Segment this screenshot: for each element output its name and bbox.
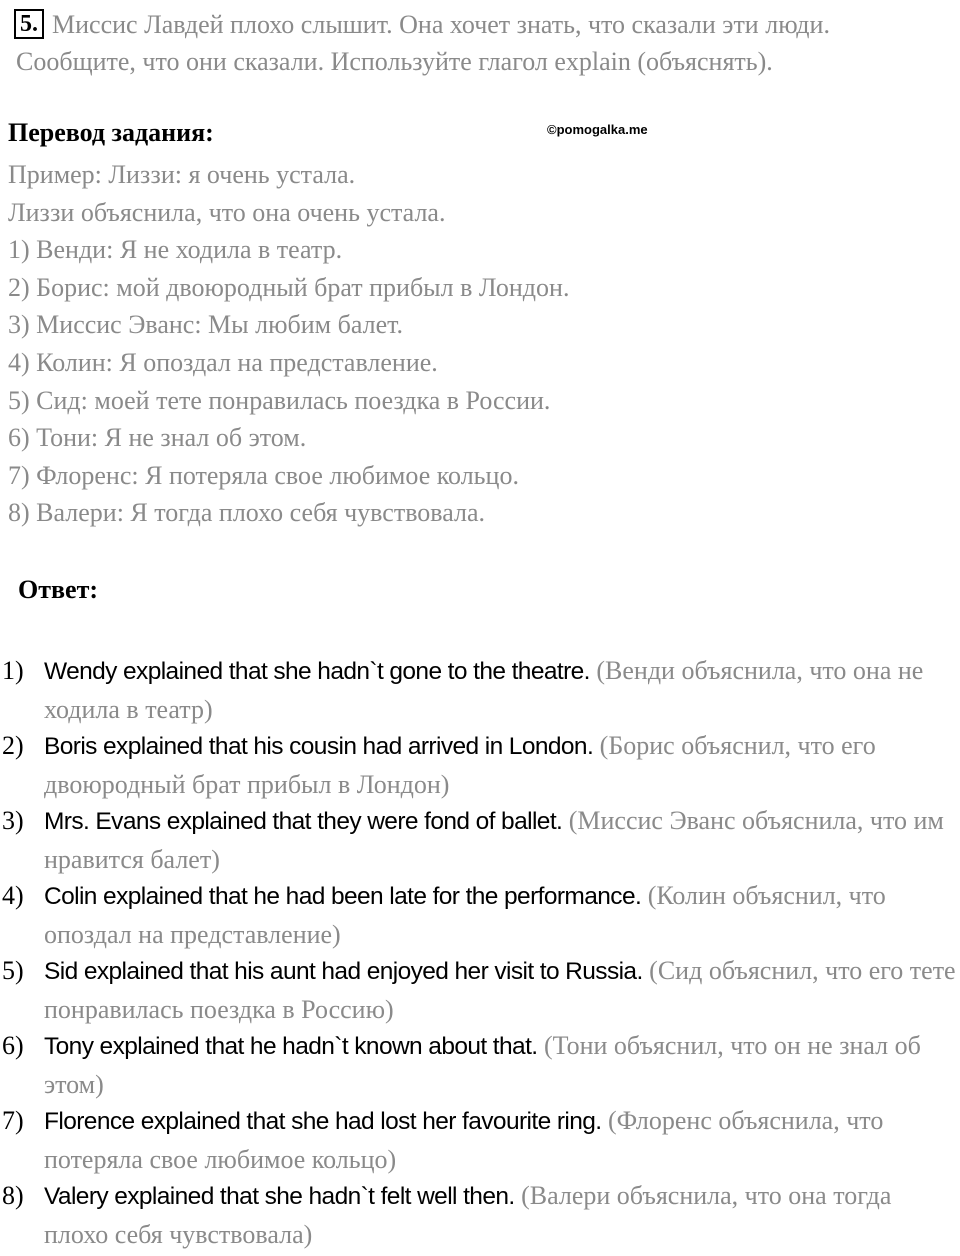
answer-item (0, 727, 960, 802)
translation-line: Пример: Лиззи: я очень устала. (8, 160, 356, 189)
answer-english: Colin explained that he had been late for the performance. (44, 883, 642, 910)
answer-item (0, 952, 960, 1027)
answer-english: Boris explained that his cousin had arrived in London. (44, 733, 594, 760)
task-number: 5. (14, 9, 44, 39)
translation-line: 1) Венди: Я не ходила в театр. (8, 235, 343, 265)
answer-number: 1) (2, 656, 24, 685)
translation-line: 2) Борис: мой двоюродный брат прибыл в Лондон. (8, 272, 570, 302)
translation-line: 5) Сид: моей тете понравилась поездка в России. (8, 385, 551, 415)
answer-russian: (Валери объяснила, что она тогда плохо себя чувствовала) (44, 1181, 892, 1249)
answer-russian: (Колин объяснил, что опоздал на представление) (44, 881, 886, 949)
answer-number: 4) (2, 881, 24, 910)
answer-english: Mrs. Evans explained that they were fond of ballet. (44, 808, 563, 835)
answer-item (0, 1027, 960, 1102)
answer-number: 7) (2, 1106, 24, 1135)
task-line-2: Сообщите, что они сказали. Используйте глагол explain (объяснять). (16, 47, 773, 76)
answer-item (0, 652, 960, 727)
answer-number: 2) (2, 731, 24, 760)
answer-english: Wendy explained that she hadn`t gone to the theatre. (44, 658, 590, 685)
answer-number: 6) (2, 1031, 24, 1060)
answer-russian: (Тони объяснил, что он не знал об этом) (44, 1031, 921, 1099)
translation-line: 6) Тони: Я не знал об этом. (8, 423, 307, 453)
answer-number: 8) (2, 1181, 24, 1210)
answer-english: Florence explained that she had lost her favourite ring. (44, 1108, 602, 1135)
answer-item (0, 877, 960, 952)
task-statement (14, 6, 954, 80)
answer-russian: (Флоренс объяснила, что потеряла свое любимое кольцо) (44, 1106, 884, 1174)
translation-line: 3) Миссис Эванс: Мы любим балет. (8, 310, 404, 340)
translation-line: 8) Валери: Я тогда плохо себя чувствовала. (8, 498, 486, 528)
watermark: ©pomogalka.me (547, 122, 648, 137)
answer-russian: (Миссис Эванс объяснила, что им нравится балет) (44, 806, 944, 874)
answer-item (0, 802, 960, 877)
answer-number: 3) (2, 806, 24, 835)
answer-english: Valery explained that she hadn`t felt well then. (44, 1183, 515, 1210)
answer-english: Tony explained that he hadn`t known about that. (44, 1033, 538, 1060)
answer-number: 5) (2, 956, 24, 985)
answer-russian: (Сид объяснил, что его тете понравилась поездка в Россию) (44, 956, 956, 1024)
answer-russian: (Венди объяснила, что она не ходила в театр) (44, 656, 924, 724)
answer-item (0, 1102, 960, 1177)
answer-english: Sid explained that his aunt had enjoyed her visit to Russia. (44, 958, 643, 985)
translation-line: Лиззи объяснила, что она очень устала. (8, 197, 446, 227)
answer-item (0, 1177, 960, 1252)
translation-block (8, 156, 569, 532)
answer-heading: Ответ: (18, 575, 99, 604)
answer-russian: (Борис объяснил, что его двоюродный брат прибыл в Лондон) (44, 731, 876, 799)
task-line-1: Миссис Лавдей плохо слышит. Она хочет знать, что сказали эти люди. (52, 10, 830, 39)
translation-heading: Перевод задания: (8, 118, 214, 147)
translation-line: 7) Флоренс: Я потеряла свое любимое кольцо. (8, 460, 519, 490)
answer-list (0, 652, 960, 1252)
translation-line: 4) Колин: Я опоздал на представление. (8, 347, 438, 377)
